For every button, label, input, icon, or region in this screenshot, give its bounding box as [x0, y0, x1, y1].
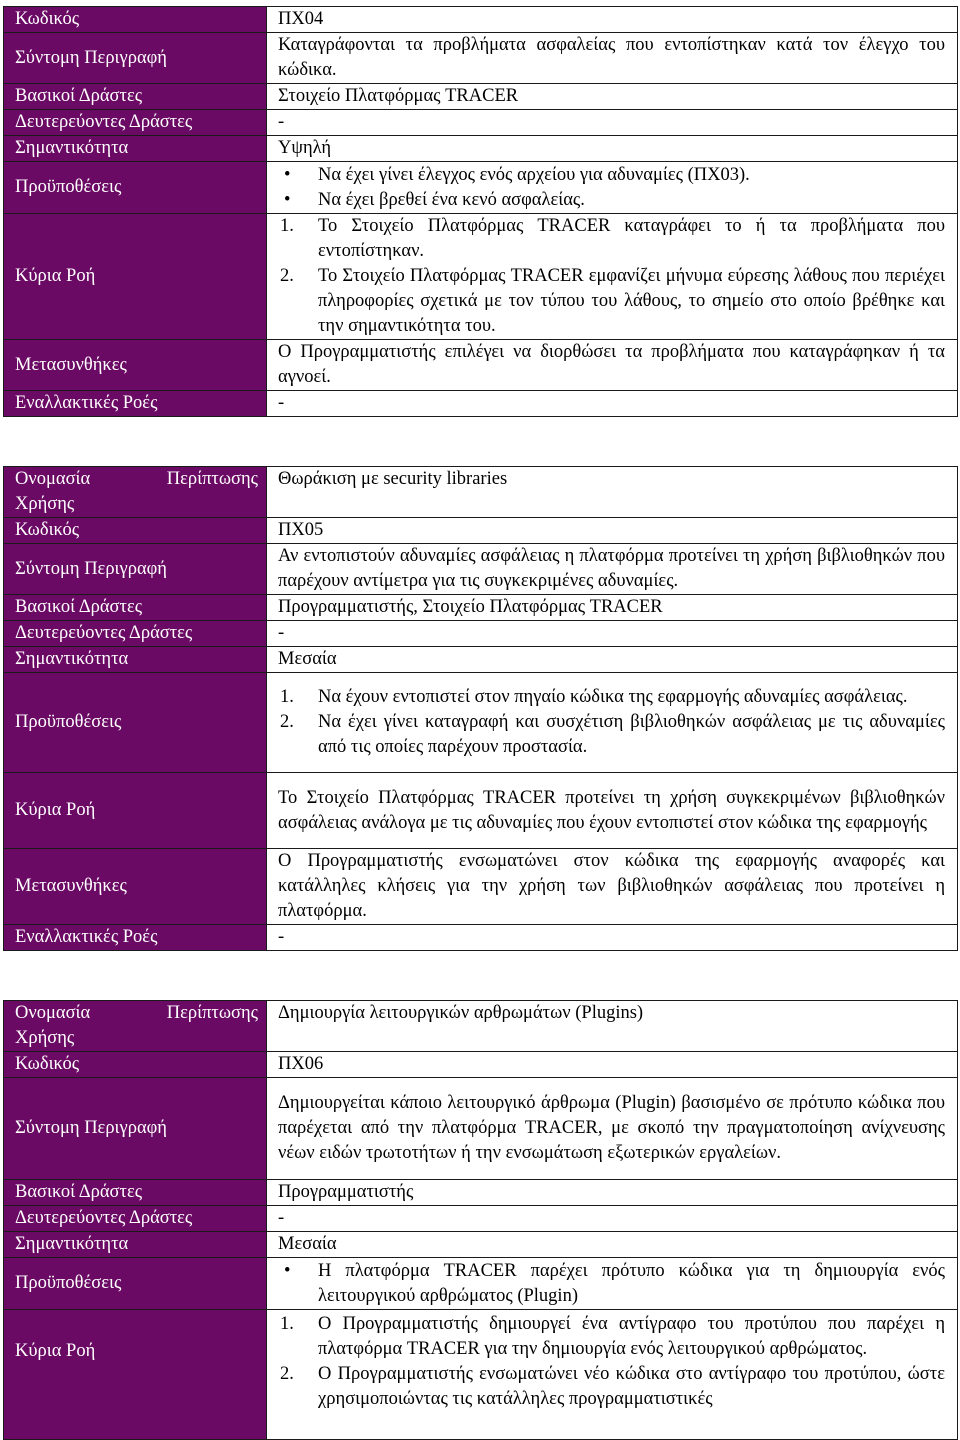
flow-step: 1. Ο Προγραμματιστής δημιουργεί ένα αντίγραφο του προτύπου που παρέχει η πλατφόρμα TRACER για την δημιουργία ενός λειτουργικού αρθρώματος.: [280, 1314, 945, 1359]
code-value: ΠΧ05: [267, 518, 958, 544]
main-flow-value: [267, 1310, 958, 1440]
alternative-flows-value: -: [267, 925, 958, 951]
use-case-name-label: Ονομασία Περίπτωσης Χρήσης: [4, 1001, 267, 1052]
postconditions-label: Μετασυνθήκες: [4, 849, 267, 925]
use-case-name-value: Δημιουργία λειτουργικών αρθρωμάτων (Plugins): [267, 1001, 958, 1052]
code-label: Κωδικός: [4, 518, 267, 544]
postconditions-value: Ο Προγραμματιστής επιλέγει να διορθώσει τα προβλήματα που καταγράφηκαν ή τα αγνοεί.: [267, 340, 958, 391]
use-case-name-value: Θωράκιση με security libraries: [267, 467, 958, 518]
description-label: Σύντομη Περιγραφή: [4, 1078, 267, 1180]
description-label: Σύντομη Περιγραφή: [4, 33, 267, 84]
alternative-flows-value: -: [267, 391, 958, 417]
primary-actors-value: Προγραμματιστής: [267, 1180, 958, 1206]
bullet-icon: •: [284, 164, 291, 185]
flow-step: 2. Το Στοιχείο Πλατφόρμας TRACER εμφανίζει μήνυμα εύρεσης λάθους που περιέχει πληροφορίες σχετικά με τον τύπου του λάθους, το σημείο στο οποίο βρέθηκε και την σημαντικότητα του.: [280, 266, 945, 336]
preconditions-label: Προϋποθέσεις: [4, 673, 267, 773]
primary-actors-label: Βασικοί Δράστες: [4, 595, 267, 621]
code-label: Κωδικός: [4, 1052, 267, 1078]
importance-label: Σημαντικότητα: [4, 136, 267, 162]
description-label: Σύντομη Περιγραφή: [4, 544, 267, 595]
secondary-actors-label: Δευτερεύοντες Δράστες: [4, 110, 267, 136]
alternative-flows-label: Εναλλακτικές Ροές: [4, 391, 267, 417]
code-value: ΠΧ06: [267, 1052, 958, 1078]
description-value: Αν εντοπιστούν αδυναμίες ασφάλειας η πλατφόρμα προτείνει τη χρήση βιβλιοθηκών που παρέχουν αντίμετρα για τις συγκεκριμένες αδυναμίες.: [267, 544, 958, 595]
code-label: Κωδικός: [4, 7, 267, 33]
main-flow-value: [267, 214, 958, 340]
flow-step: 1. Το Στοιχείο Πλατφόρμας TRACER καταγράφει το ή τα προβλήματα που εντοπίστηκαν.: [280, 216, 945, 261]
preconditions-value: [267, 1258, 958, 1310]
postconditions-label: Μετασυνθήκες: [4, 340, 267, 391]
main-flow-label: Κύρια Ροή: [4, 1310, 267, 1440]
importance-value: Μεσαία: [267, 647, 958, 673]
alternative-flows-label: Εναλλακτικές Ροές: [4, 925, 267, 951]
primary-actors-value: Στοιχείο Πλατφόρμας TRACER: [267, 84, 958, 110]
precondition-item: 1. Να έχουν εντοπιστεί στον πηγαίο κώδικα της εφαρμογής αδυναμίες ασφάλειας.: [280, 687, 908, 707]
precondition-item: • Να έχει γίνει έλεγχος ενός αρχείου για αδυναμίες (ΠΧ03).: [278, 163, 945, 188]
importance-value: Μεσαία: [267, 1232, 958, 1258]
preconditions-value: [267, 162, 958, 214]
importance-label: Σημαντικότητα: [4, 647, 267, 673]
secondary-actors-label: Δευτερεύοντες Δράστες: [4, 621, 267, 647]
precondition-item: • Να έχει βρεθεί ένα κενό ασφαλείας.: [278, 188, 945, 213]
preconditions-value: [267, 673, 958, 773]
importance-value: Υψηλή: [267, 136, 958, 162]
preconditions-label: Προϋποθέσεις: [4, 1258, 267, 1310]
importance-label: Σημαντικότητα: [4, 1232, 267, 1258]
primary-actors-value: Προγραμματιστής, Στοιχείο Πλατφόρμας TRACER: [267, 595, 958, 621]
code-value: ΠΧ04: [267, 7, 958, 33]
primary-actors-label: Βασικοί Δράστες: [4, 84, 267, 110]
main-flow-value: Το Στοιχείο Πλατφόρμας TRACER προτείνει τη χρήση συγκεκριμένων βιβλιοθηκών ασφάλειας ανάλογα με τις αδυναμίες που έχουν εντοπιστεί στον κώδικα της εφαρμογής: [267, 773, 958, 849]
use-case-table-px04: [3, 6, 958, 417]
postconditions-value: Ο Προγραμματιστής ενσωματώνει στον κώδικα της εφαρμογής αναφορές και κατάλληλες κλήσεις για την χρήση των βιβλιοθηκών ασφάλειας που προτείνει η πλατφόρμα.: [267, 849, 958, 925]
flow-step: 2. Ο Προγραμματιστής ενσωματώνει νέο κώδικα στο αντίγραφο του προτύπου, ώστε χρησιμοποιώντας τις κατάλληλες προγραμματιστικές: [280, 1364, 945, 1409]
secondary-actors-value: -: [267, 110, 958, 136]
description-value: Καταγράφονται τα προβλήματα ασφαλείας που εντοπίστηκαν κατά τον έλεγχο του κώδικα.: [267, 33, 958, 84]
main-flow-label: Κύρια Ροή: [4, 214, 267, 340]
precondition-item: 2. Να έχει γίνει καταγραφή και συσχέτιση βιβλιοθηκών ασφάλειας με τις αδυναμίες από τις οποίες παρέχουν προστασία.: [280, 712, 945, 757]
main-flow-label: Κύρια Ροή: [4, 773, 267, 849]
bullet-icon: •: [284, 1260, 291, 1281]
secondary-actors-value: -: [267, 1206, 958, 1232]
preconditions-label: Προϋποθέσεις: [4, 162, 267, 214]
secondary-actors-label: Δευτερεύοντες Δράστες: [4, 1206, 267, 1232]
precondition-item: • Η πλατφόρμα TRACER παρέχει πρότυπο κώδικα για τη δημιουργία ενός λειτουργικού αρθρώματος (Plugin): [284, 1260, 945, 1306]
bullet-icon: •: [284, 189, 291, 210]
description-value: Δημιουργείται κάποιο λειτουργικό άρθρωμα (Plugin) βασισμένο σε πρότυπο κώδικα που παρέχεται από την πλατφόρμα TRACER, με σκοπό την πραγματοποίηση ανίχνευσης νέων ειδών τρωτοτήτων ή την ενσωμάτωση εξωτερικών εργαλείων.: [267, 1078, 958, 1180]
primary-actors-label: Βασικοί Δράστες: [4, 1180, 267, 1206]
secondary-actors-value: -: [267, 621, 958, 647]
use-case-table-px05: [3, 466, 958, 951]
use-case-name-label: Ονομασία Περίπτωσης Χρήσης: [4, 467, 267, 518]
use-case-table-px06: [3, 1000, 958, 1440]
